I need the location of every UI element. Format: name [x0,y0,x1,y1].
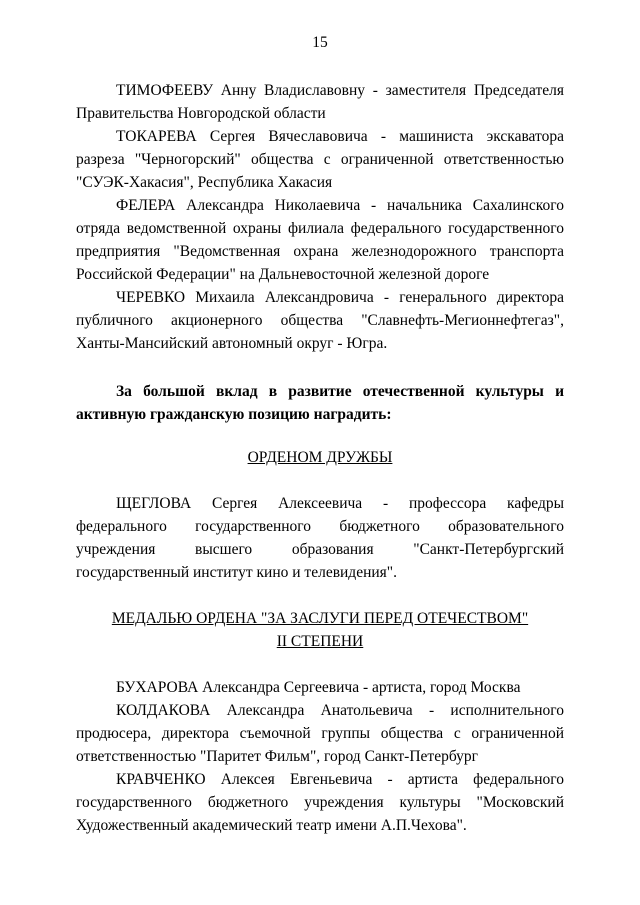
award-heading-medal-line2: II СТЕПЕНИ [276,633,364,650]
award-heading-medal-line1: МЕДАЛЬЮ ОРДЕНА "ЗА ЗАСЛУГИ ПЕРЕД ОТЕЧЕСТВОМ" [111,610,529,627]
awardee-paragraph: КРАВЧЕНКО Алексея Евгеньевича - артиста федерального государственного бюджетного учреждения культуры "Московский Художественный академический театр имени А.П.Чехова". [76,771,564,834]
spacer [76,355,564,380]
awardee-paragraph: ЧЕРЕВКО Михаила Александровича - генерального директора публичного акционерного общества "Славнефть-Мегионнефтегаз", Ханты-Мансийский автономный округ - Югра. [76,289,564,352]
award-heading-order-friendship: ОРДЕНОМ ДРУЖБЫ [247,449,393,466]
spacer [76,426,564,446]
spacer [76,584,564,607]
awardee-paragraph: ТОКАРЕВА Сергея Вячеславовича - машиниста экскаватора разреза "Черногорский" общества с ограниченной ответственностью "СУЭК-Хакасия", Республика Хакасия [76,128,564,191]
page-number: 15 [312,34,328,51]
spacer [76,469,564,492]
awardee-paragraph: ФЕЛЕРА Александра Николаевича - начальника Сахалинского отряда ведомственной охраны филиала федерального государственного предприятия "Ведомственная охрана железнодорожного транспорта Российской Федерации" на Дальневосточной железной дороге [76,197,564,283]
spacer [76,653,564,676]
awardee-paragraph: ЩЕГЛОВА Сергея Алексеевича - профессора кафедры федерального государственного бюджетного образовательного учреждения высшего образования "Санкт-Петербургский государственный институт кино и телевидения". [76,495,564,581]
awardee-paragraph: ТИМОФЕЕВУ Анну Владиславовну - заместителя Председателя Правительства Новгородской области [76,82,564,122]
awardee-paragraph: КОЛДАКОВА Александра Анатольевича - исполнительного продюсера, директора съемочной группы общества с ограниченной ответственностью "Паритет Фильм", город Санкт-Петербург [76,702,564,765]
awardee-paragraph: БУХАРОВА Александра Сергеевича - артиста, город Москва [116,679,521,696]
document-body [76,79,564,837]
award-intro: За большой вклад в развитие отечественной культуры и активную гражданскую позицию наградить: [76,383,564,423]
